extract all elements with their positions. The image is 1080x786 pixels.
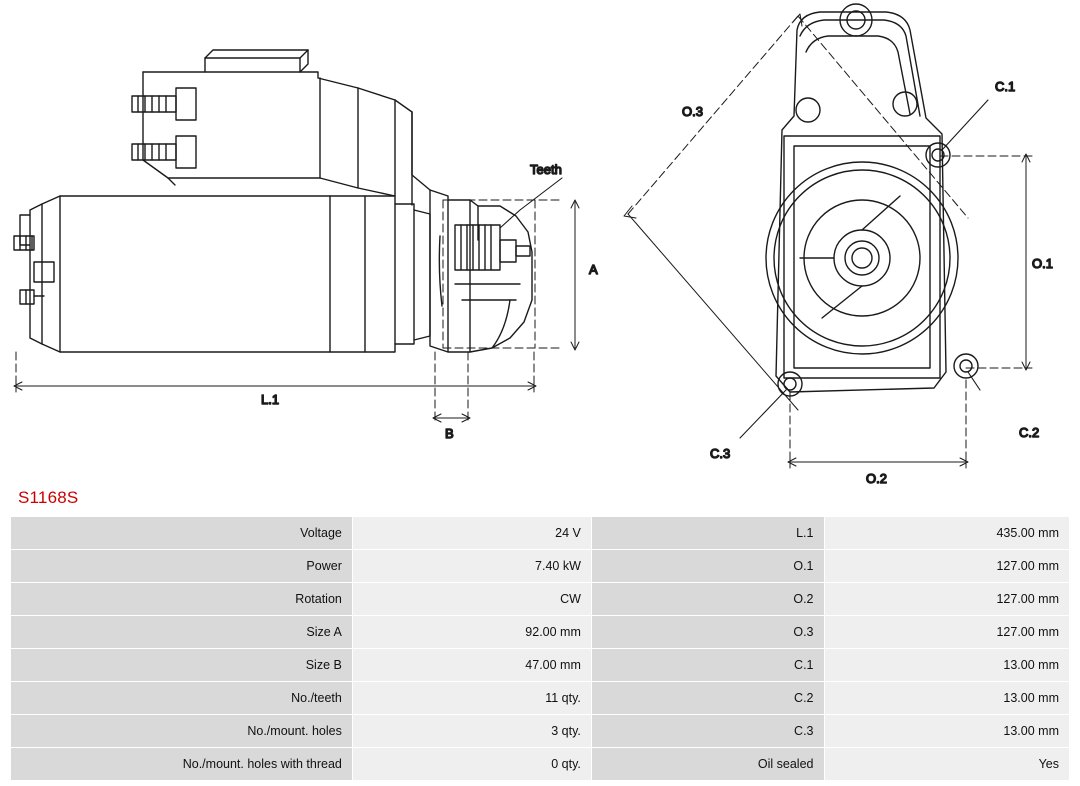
- spec-value-2: 435.00 mm: [824, 517, 1070, 550]
- spec-value: 0 qty.: [352, 748, 591, 781]
- spec-value-2: 127.00 mm: [824, 583, 1070, 616]
- table-row: [11, 682, 1070, 715]
- label-c1: C.1: [995, 79, 1016, 94]
- table-row: [11, 550, 1070, 583]
- spec-label-2: O.3: [591, 616, 824, 649]
- label-o3: O.3: [682, 104, 703, 119]
- table-row: [11, 649, 1070, 682]
- label-o1: O.1: [1032, 256, 1053, 271]
- label-l1: L.1: [261, 392, 280, 407]
- spec-label: No./mount. holes with thread: [11, 748, 353, 781]
- spec-value-2: Yes: [824, 748, 1070, 781]
- spec-value-2: 127.00 mm: [824, 550, 1070, 583]
- spec-label: No./teeth: [11, 682, 353, 715]
- specifications-table: [10, 516, 1070, 781]
- spec-label: Voltage: [11, 517, 353, 550]
- spec-label: Rotation: [11, 583, 353, 616]
- table-row: [11, 715, 1070, 748]
- spec-value-2: 13.00 mm: [824, 649, 1070, 682]
- spec-value: 7.40 kW: [352, 550, 591, 583]
- end-view-dimensions: [624, 14, 1032, 468]
- spec-value-2: 13.00 mm: [824, 715, 1070, 748]
- table-row: [11, 748, 1070, 781]
- spec-value: 47.00 mm: [352, 649, 591, 682]
- spec-value: 3 qty.: [352, 715, 591, 748]
- starter-end-view: [766, 4, 978, 396]
- starter-side-view: [14, 50, 562, 352]
- spec-value: 11 qty.: [352, 682, 591, 715]
- spec-label-2: Oil sealed: [591, 748, 824, 781]
- spec-label-2: O.1: [591, 550, 824, 583]
- label-c3: C.3: [710, 446, 731, 461]
- spec-value: 24 V: [352, 517, 591, 550]
- spec-label: Size B: [11, 649, 353, 682]
- spec-label: Size A: [11, 616, 353, 649]
- spec-label: Power: [11, 550, 353, 583]
- spec-value-2: 127.00 mm: [824, 616, 1070, 649]
- label-size-a: A: [589, 262, 598, 277]
- spec-value: CW: [352, 583, 591, 616]
- specs-body: [11, 517, 1070, 781]
- table-row: [11, 517, 1070, 550]
- label-size-b: B: [445, 426, 454, 441]
- side-view-dimensions: [14, 200, 579, 424]
- spec-label: No./mount. holes: [11, 715, 353, 748]
- part-number: S1168S: [18, 488, 79, 507]
- label-c2: C.2: [1019, 425, 1040, 440]
- table-row: [11, 616, 1070, 649]
- spec-value-2: 13.00 mm: [824, 682, 1070, 715]
- spec-label-2: C.1: [591, 649, 824, 682]
- table-row: [11, 583, 1070, 616]
- spec-label-2: C.3: [591, 715, 824, 748]
- label-o2: O.2: [866, 471, 887, 486]
- spec-label-2: C.2: [591, 682, 824, 715]
- spec-label-2: L.1: [591, 517, 824, 550]
- label-teeth: Teeth: [530, 162, 562, 177]
- spec-label-2: O.2: [591, 583, 824, 616]
- spec-value: 92.00 mm: [352, 616, 591, 649]
